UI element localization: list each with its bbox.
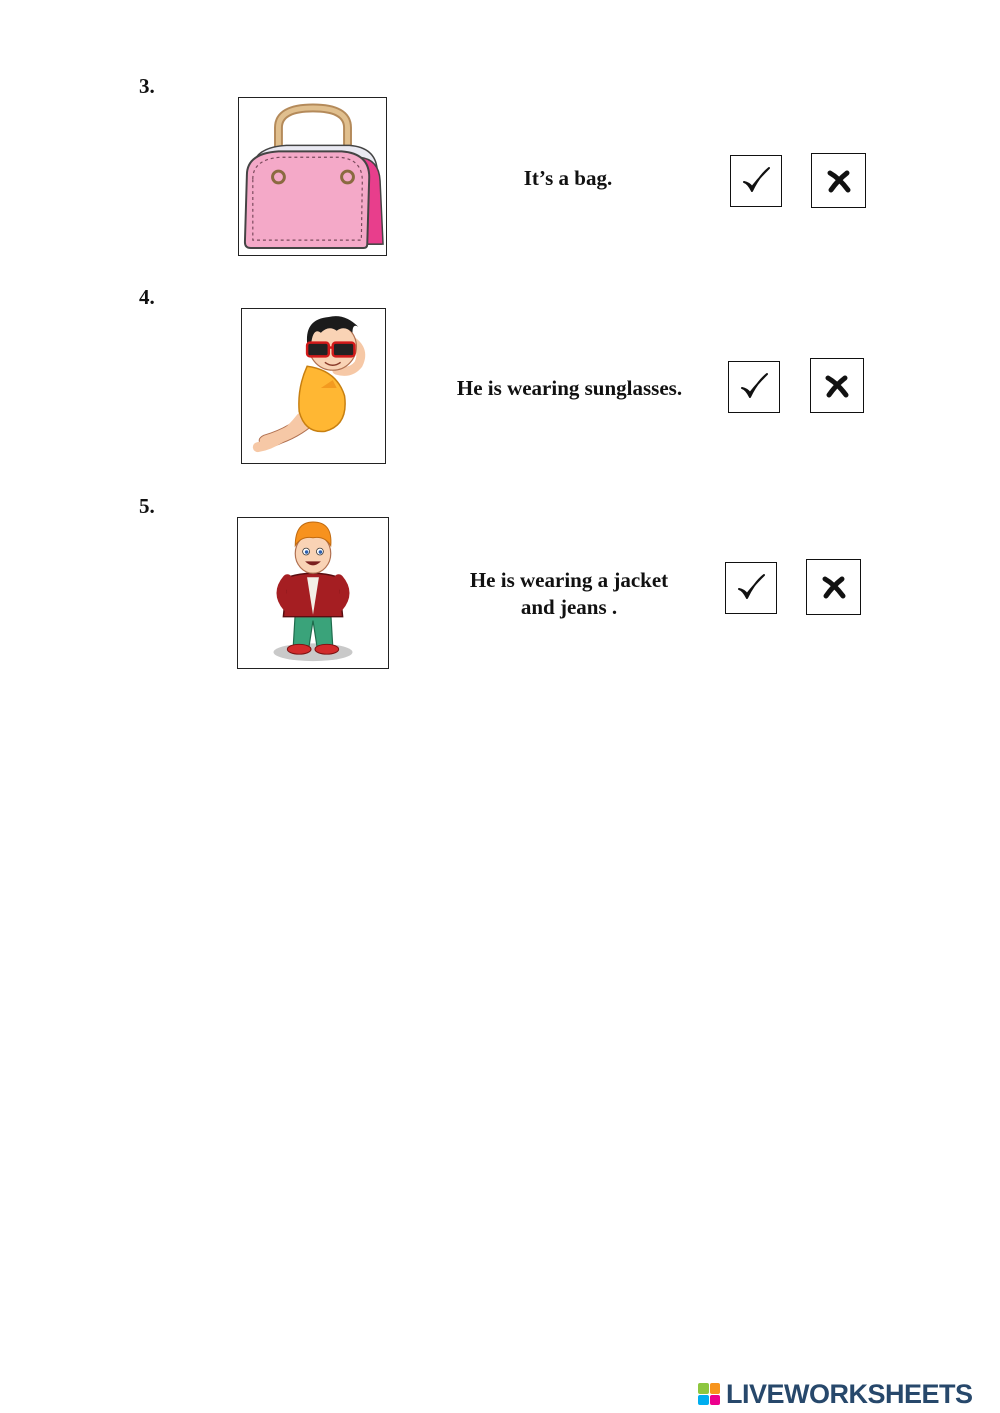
sentence bbox=[438, 567, 700, 621]
boy-in-jacket-and-jeans-illustration bbox=[238, 518, 388, 668]
question-number: 4. bbox=[139, 285, 155, 309]
true-checkbox[interactable] bbox=[725, 562, 777, 614]
sentence bbox=[468, 165, 668, 192]
bag-picture bbox=[238, 97, 387, 256]
jacket-picture bbox=[237, 517, 389, 669]
sentence-line: He is wearing a jacket bbox=[469, 568, 669, 592]
sentence-line: and jeans . bbox=[520, 595, 618, 619]
cross-mark-icon bbox=[822, 371, 852, 401]
brand-name: LIVEWORKSHEETS bbox=[726, 1378, 973, 1409]
question-number: 5. bbox=[139, 494, 155, 518]
question-number: 3. bbox=[139, 74, 155, 98]
sentence bbox=[432, 375, 707, 402]
logo-square bbox=[710, 1383, 721, 1394]
check-mark-icon bbox=[734, 571, 768, 605]
sentence-line: He is wearing sunglasses. bbox=[456, 376, 683, 400]
logo-square bbox=[710, 1395, 721, 1406]
check-mark-icon bbox=[739, 164, 773, 198]
sunglasses-picture bbox=[241, 308, 386, 464]
false-checkbox[interactable] bbox=[806, 559, 861, 615]
sentence-line: It’s a bag. bbox=[523, 166, 613, 190]
check-mark-icon bbox=[737, 370, 771, 404]
logo-square bbox=[698, 1383, 709, 1394]
logo-square bbox=[698, 1395, 709, 1406]
pink-handbag-illustration bbox=[239, 98, 386, 255]
boy-with-sunglasses-illustration bbox=[242, 309, 385, 463]
cross-mark-icon bbox=[819, 572, 849, 602]
liveworksheets-logo[interactable] bbox=[698, 1378, 973, 1410]
false-checkbox[interactable] bbox=[811, 153, 866, 208]
true-checkbox[interactable] bbox=[730, 155, 782, 207]
liveworksheets-logo-icon bbox=[698, 1383, 720, 1405]
false-checkbox[interactable] bbox=[810, 358, 864, 413]
cross-mark-icon bbox=[824, 166, 854, 196]
true-checkbox[interactable] bbox=[728, 361, 780, 413]
